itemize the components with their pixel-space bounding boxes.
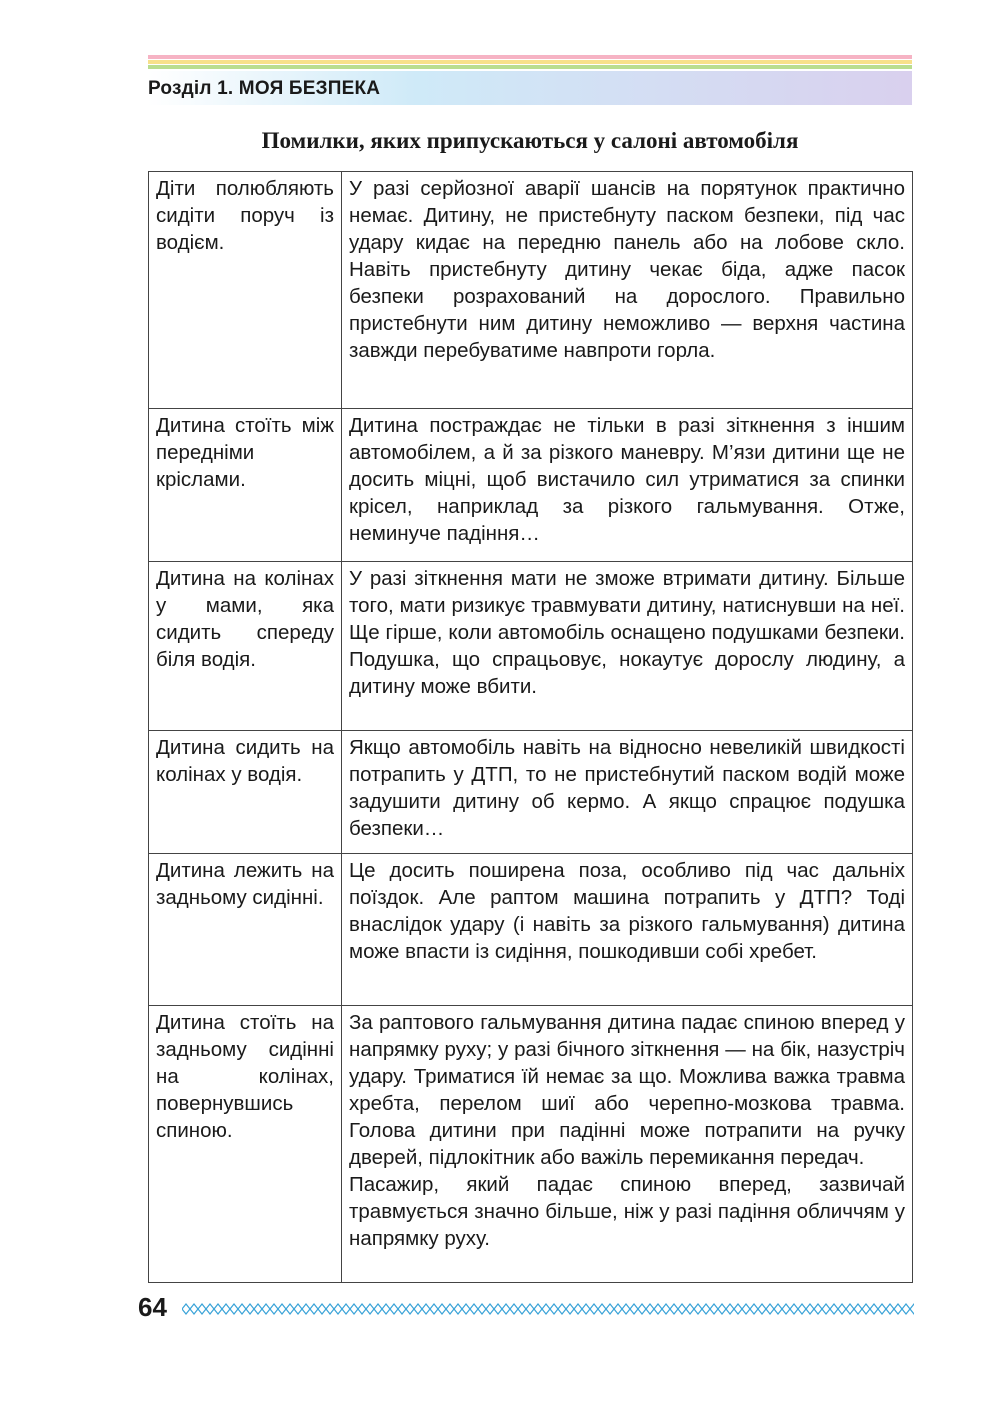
situation-cell: Дитина сидить на колінах у водія. [149,731,342,854]
section-label: Розділ 1. МОЯ БЕЗПЕКА [148,78,381,99]
table-row [149,854,913,1006]
table-row [149,562,913,731]
consequence-cell [342,731,913,854]
stripe-green [148,65,912,69]
situation-cell: Діти полюбляють сидіти поруч із водієм. [149,172,342,409]
page-title: Помилки, яких припускаються у салоні автомобіля [261,128,799,153]
table-row [149,731,913,854]
stripe-pink [148,55,912,59]
situation-cell: Дитина лежить на задньому сидінні. [149,854,342,1006]
footer-ornament [182,1302,914,1316]
stripe-yellow [148,60,912,64]
situation-cell: Дитина стоїть між передніми кріслами. [149,409,342,562]
consequence-text: У разі серйозної аварії шансів на порятунок практично немає. Дитину, не пристебнуту паском безпеки, під час удару кидає на передню панель або на лобове скло. Навіть пристебнуту дитину чекає біда, адже пасок безпеки розрахований на дорослого. Правильно пристебнути ним дитину неможливо — верхня частина завжди перебуватиме навпроти горла. [349,177,905,362]
consequence-cell [342,409,913,562]
consequence-text: Дитина постраждає не тільки в разі зіткнення з іншим автомобілем, а й за різкого маневру. М’язи дитини ще не досить міцні, щоб вистачило сил утриматися за спинки крісел, наприклад за різкого гальмування. Отже, неминуче падіння… [349,414,905,545]
consequence-text: Пасажир, який падає спиною вперед, зазвичай травмується значно більше, ніж у разі падіння обличчям у напрямку руху. [349,1173,905,1250]
table-row [149,1006,913,1283]
mistakes-table [148,171,913,1283]
consequence-text: За раптового гальмування дитина падає спиною вперед у напрямку руху; у разі бічного зіткнення — на бік, назустріч удару. Триматися їй немає за що. Можлива важка травма хребта, перелом шиї або черепно-мозкова травма. Голова дитини при падінні може потрапити на ручку дверей, підлокітник або важіль перемикання передач. [349,1011,905,1169]
situation-cell: Дитина на колінах у мами, яка сидить спереду біля водія. [149,562,342,731]
situation-cell: Дитина стоїть на задньому сидінні на колінах, повернувшись спиною. [149,1006,342,1283]
consequence-text: Це досить поширена поза, особливо під час дальніх поїздок. Але раптом машина потрапить у ДТП? Тоді внаслідок удару (і навіть за різкого гальмування) дитина може впасти із сидіння, пошкодивши собі хребет. [349,859,905,963]
table-row [149,409,913,562]
page-number: 64 [138,1292,167,1322]
consequence-text: У разі зіткнення мати не зможе втримати дитину. Більше того, мати ризикує травмувати дитину, натиснувши на неї. Ще гірше, коли автомобіль оснащено подушками безпеки. Подушка, що спрацьовує, нокаутує дорослу людину, а дитину може вбити. [349,567,905,698]
consequence-cell [342,854,913,1006]
consequence-text: Якщо автомобіль навіть на відносно невеликій швидкості потрапить у ДТП, то не пристебнутий паском водій може задушити дитину об кермо. А якщо спрацює подушка безпеки… [349,736,905,840]
consequence-cell [342,1006,913,1283]
consequence-cell [342,562,913,731]
table-row [149,172,913,409]
consequence-cell [342,172,913,409]
